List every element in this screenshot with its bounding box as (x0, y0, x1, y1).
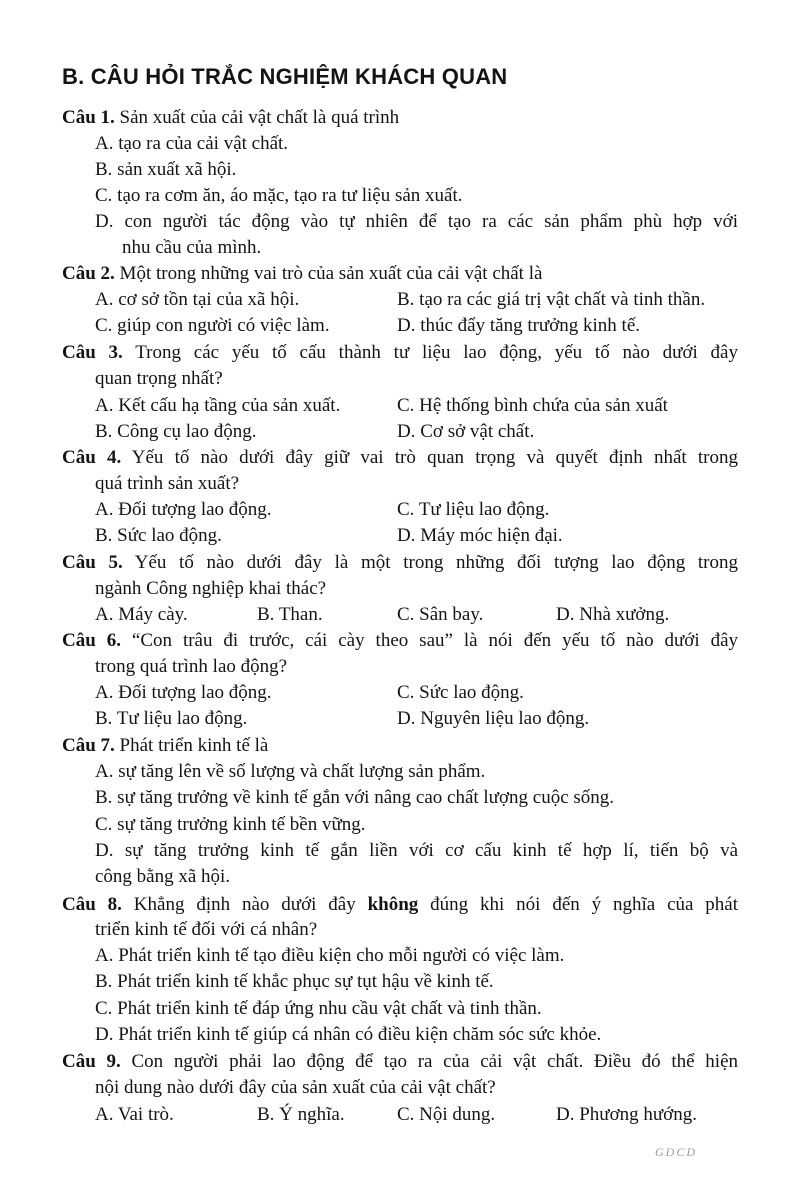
question-number: Câu 4. (62, 447, 122, 468)
option: D. con người tác động vào tự nhiên để tạo ra các sản phẩm phù hợp với (95, 211, 738, 232)
question-text: Sản xuất của cải vật chất là quá trình (119, 107, 400, 128)
question-number: Câu 5. (62, 552, 123, 573)
option: A. Vai trò. (95, 1104, 174, 1125)
question-text-continuation: ngành Công nghiệp khai thác? (95, 578, 327, 599)
option: B. Ý nghĩa. (257, 1104, 345, 1125)
option: A. Phát triển kinh tế tạo điều kiện cho mỗi người có việc làm. (95, 945, 565, 966)
option: A. Máy cày. (95, 604, 188, 625)
option: A. Đối tượng lao động. (95, 499, 272, 520)
question-text: Phát triển kinh tế là (119, 735, 269, 756)
question-text-continuation: quan trọng nhất? (95, 368, 223, 389)
question-number: Câu 3. (62, 342, 123, 363)
option: C. Nội dung. (397, 1104, 496, 1125)
option: A. tạo ra của cải vật chất. (95, 133, 289, 154)
option: C. Sức lao động. (397, 682, 524, 703)
question-text: “Con trâu đi trước, cái cày theo sau” là nói đến yếu tố nào dưới đây (131, 630, 738, 651)
question-text-emphasis: không (367, 894, 419, 915)
option: C. giúp con người có việc làm. (95, 315, 330, 336)
option: A. cơ sở tồn tại của xã hội. (95, 289, 300, 310)
option: D. Máy móc hiện đại. (397, 525, 563, 546)
question-6 (62, 629, 738, 653)
option-continuation: nhu cầu của mình. (122, 237, 262, 258)
question-number: Câu 2. (62, 263, 115, 284)
option: A. Đối tượng lao động. (95, 682, 272, 703)
section-title: B. CÂU HỎI TRẮC NGHIỆM KHÁCH QUAN (62, 64, 508, 89)
question-text: Trong các yếu tố cấu thành tư liệu lao động, yếu tố nào dưới đây (135, 342, 738, 363)
option: D. thúc đẩy tăng trưởng kinh tế. (397, 315, 641, 336)
option: B. sản xuất xã hội. (95, 159, 237, 180)
question-text-continuation: triển kinh tế đối với cá nhân? (95, 919, 318, 940)
question-text: Yếu tố nào dưới đây là một trong những đối tượng lao động trong (134, 552, 738, 573)
question-number: Câu 6. (62, 630, 121, 651)
option: A. sự tăng lên về số lượng và chất lượng sản phẩm. (95, 761, 486, 782)
option: C. sự tăng trưởng kinh tế bền vững. (95, 814, 366, 835)
question-text-continuation: trong quá trình lao động? (95, 656, 288, 677)
option: C. Sân bay. (397, 604, 484, 625)
option: D. sự tăng trưởng kinh tế gắn liền với cơ cấu kinh tế hợp lí, tiến bộ và (95, 840, 738, 861)
question-8 (62, 893, 738, 917)
question-2 (62, 262, 542, 286)
option: B. tạo ra các giá trị vật chất và tinh thần. (397, 289, 706, 310)
question-number: Câu 7. (62, 735, 115, 756)
question-number: Câu 1. (62, 107, 115, 128)
option: B. Tư liệu lao động. (95, 708, 248, 729)
question-4 (62, 446, 738, 470)
option: C. Hệ thống bình chứa của sản xuất (397, 395, 668, 416)
question-text-continuation: nội dung nào dưới đây của sản xuất của cải vật chất? (95, 1077, 496, 1098)
option: D. Phát triển kinh tế giúp cá nhân có điều kiện chăm sóc sức khỏe. (95, 1024, 602, 1045)
option: C. tạo ra cơm ăn, áo mặc, tạo ra tư liệu sản xuất. (95, 185, 463, 206)
question-9 (62, 1050, 738, 1074)
option-continuation: công bằng xã hội. (95, 866, 231, 887)
question-text: Một trong những vai trò của sản xuất của cải vật chất là (119, 263, 543, 284)
option: C. Tư liệu lao động. (397, 499, 550, 520)
option: D. Nguyên liệu lao động. (397, 708, 590, 729)
question-number: Câu 9. (62, 1051, 121, 1072)
option: B. Sức lao động. (95, 525, 222, 546)
footer-mark: GDCD (655, 1145, 698, 1159)
question-text: Yếu tố nào dưới đây giữ vai trò quan trọng và quyết định nhất trong (131, 447, 738, 468)
option: D. Phương hướng. (556, 1104, 697, 1125)
question-1 (62, 106, 399, 130)
question-3 (62, 341, 738, 365)
option: D. Cơ sở vật chất. (397, 421, 535, 442)
option: A. Kết cấu hạ tầng của sản xuất. (95, 395, 341, 416)
option: B. Công cụ lao động. (95, 421, 257, 442)
option: B. sự tăng trưởng về kinh tế gắn với nâng cao chất lượng cuộc sống. (95, 787, 615, 808)
option: D. Nhà xưởng. (556, 604, 670, 625)
question-number: Câu 8. (62, 894, 122, 915)
question-text: Khẳng định nào dưới đây (133, 894, 356, 915)
option: C. Phát triển kinh tế đáp ứng nhu cầu vật chất và tinh thần. (95, 998, 542, 1019)
question-text: Con người phải lao động để tạo ra của cải vật chất. Điều đó thể hiện (131, 1051, 739, 1072)
question-text: đúng khi nói đến ý nghĩa của phát (430, 894, 739, 915)
question-text-continuation: quá trình sản xuất? (95, 473, 240, 494)
question-7 (62, 734, 268, 758)
option: B. Than. (257, 604, 323, 625)
question-5 (62, 551, 738, 575)
option: B. Phát triển kinh tế khắc phục sự tụt hậu về kinh tế. (95, 971, 494, 992)
